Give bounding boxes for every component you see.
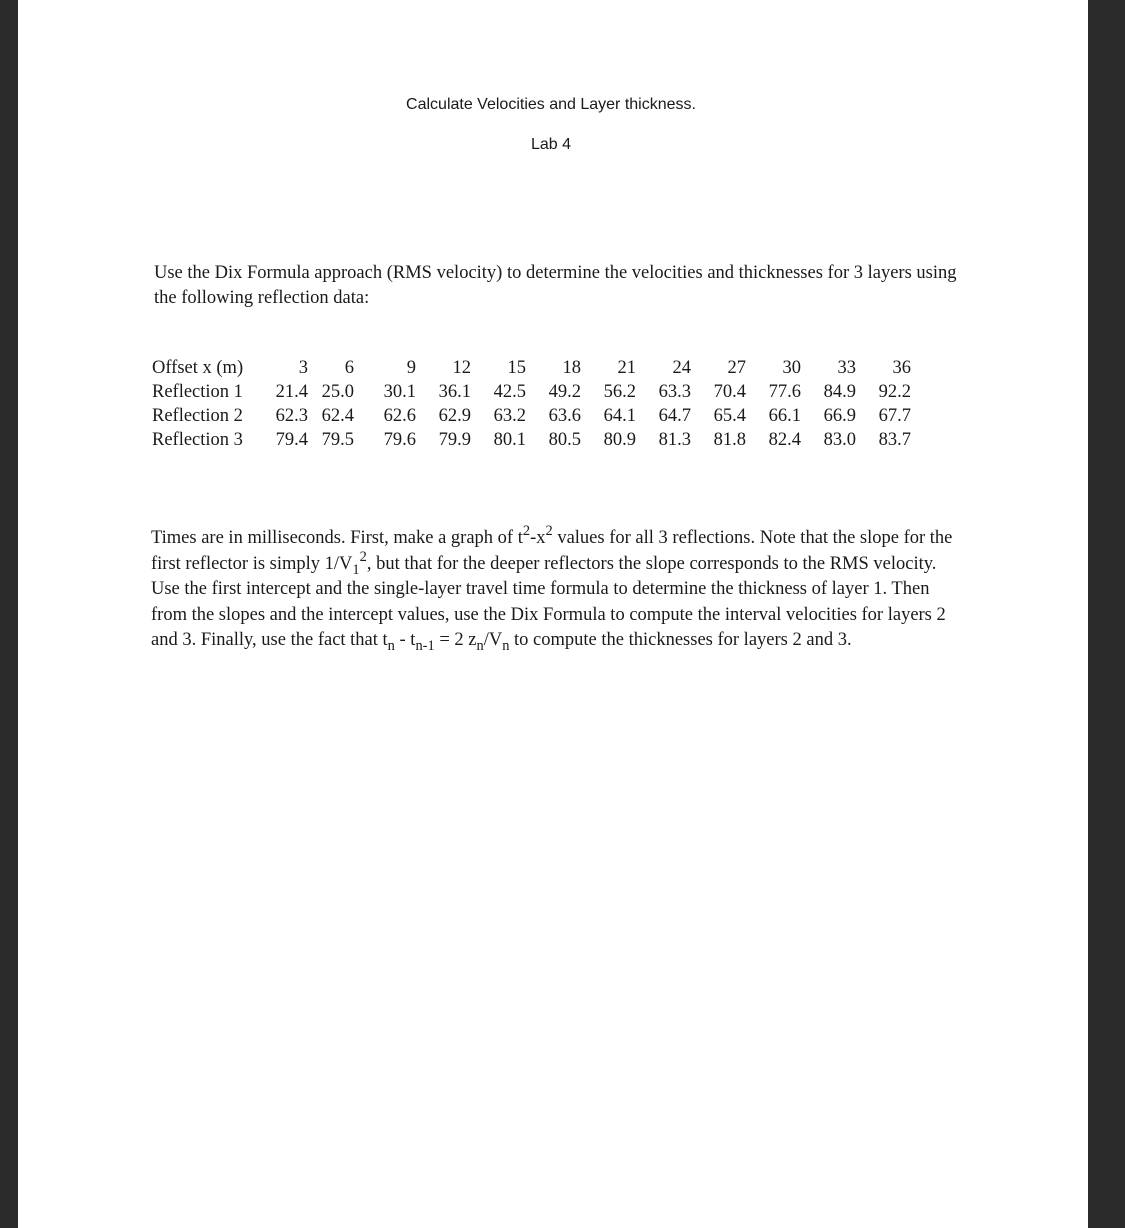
offset-value: 21	[617, 358, 636, 378]
instructions-text: -x	[530, 528, 546, 548]
time-value: 79.6	[383, 430, 416, 450]
document-title: Calculate Velocities and Layer thickness.	[406, 96, 696, 113]
intro-paragraph: Use the Dix Formula approach (RMS velocity) to determine the velocities and thicknesses for 3 layers using the following reflection data:	[154, 263, 957, 308]
offset-value: 18	[562, 358, 581, 378]
subscript: n	[476, 638, 484, 655]
offset-label: Offset x (m)	[152, 358, 244, 378]
time-value: 63.3	[658, 382, 691, 402]
time-value: 92.2	[878, 382, 911, 402]
reflection-label: Reflection 1	[152, 382, 243, 402]
offset-value: 9	[406, 358, 416, 378]
offset-value: 15	[507, 358, 526, 378]
table-row	[152, 428, 911, 452]
offset-value: 24	[672, 358, 691, 378]
time-value: 80.9	[603, 430, 636, 450]
time-value: 70.4	[713, 382, 746, 402]
time-value: 21.4	[275, 382, 308, 402]
time-value: 83.7	[878, 430, 911, 450]
time-value: 63.2	[493, 406, 526, 426]
reflection-data-table	[152, 356, 911, 452]
instructions-text: to compute the thicknesses for layers 2 and 3.	[509, 630, 852, 650]
time-value: 36.1	[438, 382, 471, 402]
time-value: 81.3	[658, 430, 691, 450]
time-value: 79.5	[321, 430, 354, 450]
time-value: 63.6	[548, 406, 581, 426]
time-value: 79.4	[275, 430, 308, 450]
offset-value: 27	[727, 358, 746, 378]
time-value: 64.1	[603, 406, 636, 426]
subscript: n	[502, 638, 510, 655]
subscript: 1	[352, 561, 360, 578]
document-page	[18, 0, 1088, 1228]
time-value: 42.5	[493, 382, 526, 402]
instructions-text: values for all 3 reflections. Note that the slope for the first reflector is simply 1/V	[151, 528, 953, 574]
time-value: 82.4	[768, 430, 801, 450]
time-value: 64.7	[658, 406, 691, 426]
time-value: 65.4	[713, 406, 746, 426]
instructions-paragraph	[151, 523, 966, 655]
offset-value: 36	[892, 358, 911, 378]
superscript: 2	[545, 523, 553, 540]
offset-value: 33	[837, 358, 856, 378]
time-value: 80.5	[548, 430, 581, 450]
time-value: 56.2	[603, 382, 636, 402]
reflection-label: Reflection 3	[152, 430, 243, 450]
time-value: 66.1	[768, 406, 801, 426]
instructions-text: = 2 z	[434, 630, 477, 650]
table-row	[152, 380, 911, 404]
time-value: 66.9	[823, 406, 856, 426]
time-value: 30.1	[383, 382, 416, 402]
time-value: 80.1	[493, 430, 526, 450]
subscript: n	[387, 638, 395, 655]
instructions-text: - t	[394, 630, 416, 650]
subscript: n-1	[415, 638, 435, 655]
time-value: 79.9	[438, 430, 471, 450]
instructions-text: /V	[483, 630, 503, 650]
instructions-text: , but that for the deeper reflectors the slope corresponds to the RMS velocity. Use the first intercept and the single-layer travel time formula to determine the thickness of layer 1. Then from the slopes and the intercept values, use the Dix Formula to compute the interval velocities for layers 2 and 3. Finally, use the fact that t	[151, 553, 946, 650]
offset-value: 6	[344, 358, 354, 378]
time-value: 84.9	[823, 382, 856, 402]
time-value: 77.6	[768, 382, 801, 402]
reflection-label: Reflection 2	[152, 406, 243, 426]
time-value: 62.4	[321, 406, 354, 426]
time-value: 25.0	[321, 382, 354, 402]
offset-value: 30	[782, 358, 801, 378]
table-header-row	[152, 356, 911, 380]
time-value: 62.3	[275, 406, 308, 426]
time-value: 83.0	[823, 430, 856, 450]
offset-value: 12	[452, 358, 471, 378]
time-value: 67.7	[878, 406, 911, 426]
time-value: 62.6	[383, 406, 416, 426]
table-row	[152, 404, 911, 428]
superscript: 2	[522, 523, 531, 540]
offset-value: 3	[298, 358, 308, 378]
document-subtitle: Lab 4	[530, 136, 572, 153]
time-value: 62.9	[438, 406, 471, 426]
viewer-scrollbar-area[interactable]	[1088, 0, 1125, 1228]
instructions-text: Times are in milliseconds. First, make a graph of t	[151, 528, 523, 548]
time-value: 81.8	[713, 430, 746, 450]
superscript: 2	[359, 548, 367, 565]
time-value: 49.2	[548, 382, 581, 402]
